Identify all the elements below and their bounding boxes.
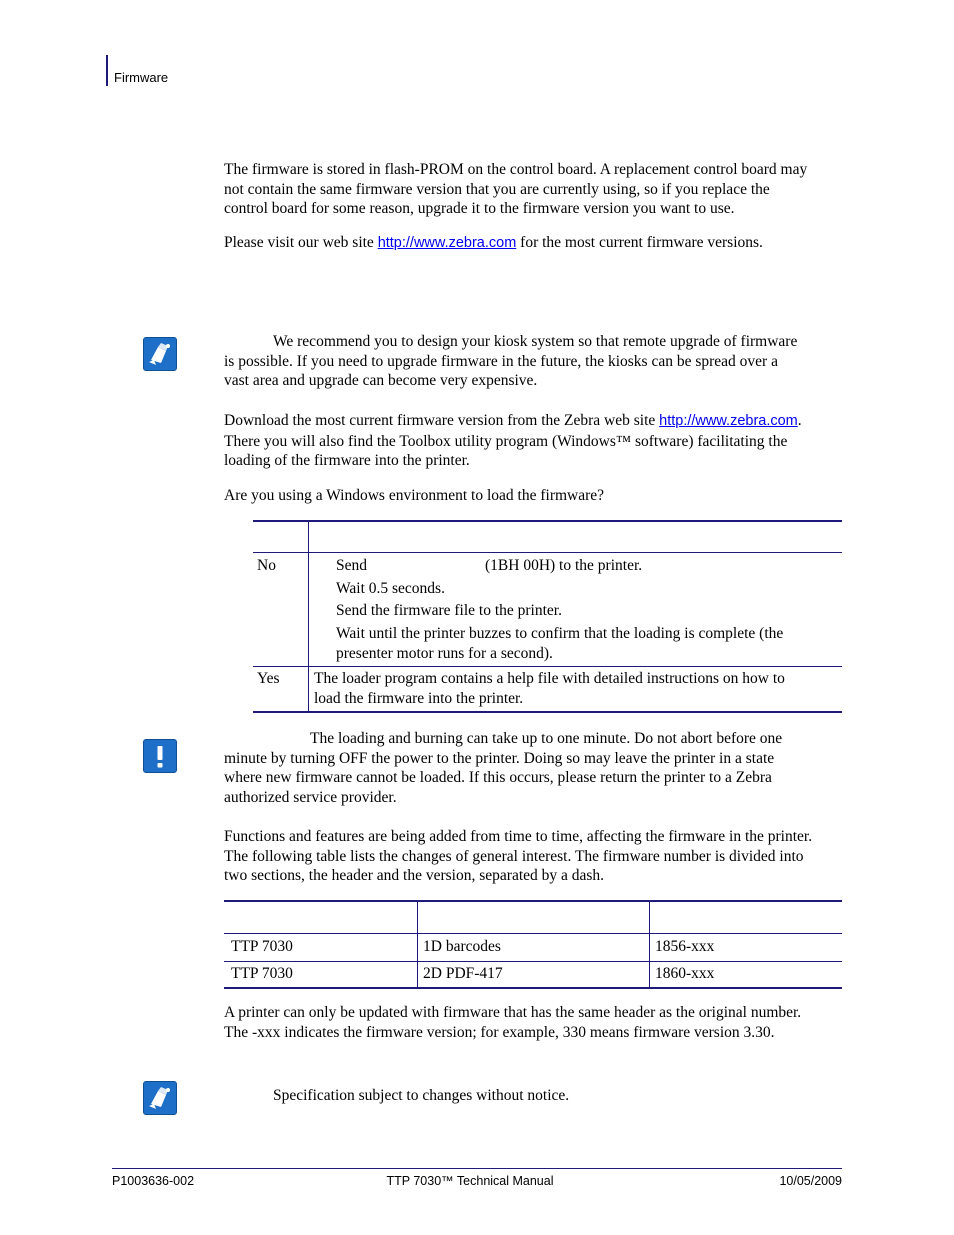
text-line: vast area and upgrade can become very expensive. [224, 372, 538, 390]
text-line: is possible. If you need to upgrade firmware in the future, the kiosks can be spread over a [224, 352, 778, 370]
text-line: The -xxx indicates the firmware version; for example, 330 means firmware version 3.30. [224, 1023, 775, 1041]
text-line: The loading and burning can take up to one minute. Do not abort before one [310, 730, 783, 747]
table-top-rule [253, 520, 842, 522]
text-line: control board for some reason, upgrade it to the firmware version you want to use. [224, 200, 735, 218]
text-segment: . [797, 412, 802, 429]
step-send [336, 556, 642, 576]
text-line: loading of the firmware into the printer. [224, 452, 470, 470]
note-hand-icon [143, 1081, 177, 1115]
table-cell-firmware: 1860-xxx [655, 965, 715, 982]
text-line: Functions and features are being added from time to time, affecting the firmware in the printer. [224, 828, 813, 845]
table-cell-answer: No [257, 557, 276, 574]
website-paragraph [224, 233, 763, 254]
header-version-paragraph [224, 1003, 801, 1042]
table-header-rule [253, 552, 842, 553]
step-wait: Wait 0.5 seconds. [336, 580, 445, 597]
step-wait-buzz [336, 624, 783, 663]
table-cell-printer: TTP 7030 [231, 938, 293, 955]
table-row-rule [224, 961, 842, 962]
table-cell-firmware: 1856-xxx [655, 938, 715, 955]
running-header: Firmware [114, 70, 169, 85]
text-line: load the firmware into the printer. [314, 689, 524, 707]
caution-exclamation-icon [143, 739, 177, 773]
header-accent-bar [106, 55, 108, 86]
text-line: Wait until the printer buzzes to confirm that the loading is complete (the [336, 625, 784, 642]
note-specification: Specification subject to changes without notice. [273, 1087, 570, 1104]
document-number: P1003636-002 [112, 1174, 195, 1188]
text-segment: Download the most current firmware version from the Zebra web site [224, 412, 660, 429]
text-line: where new firmware cannot be loaded. If this occurs, please return the printer to a Zebra [224, 769, 772, 787]
publication-date: 10/05/2009 [779, 1174, 842, 1188]
table-column-divider [649, 902, 650, 988]
table-bottom-rule [253, 711, 842, 713]
text-line: minute by turning OFF the power to the printer. Doing so may leave the printer in a state [224, 749, 775, 767]
download-paragraph [224, 411, 802, 471]
question-text: Are you using a Windows environment to load the firmware? [224, 487, 605, 504]
text-segment: Please visit our web site [224, 234, 378, 251]
note-hand-icon [143, 337, 177, 371]
footer-rule [112, 1168, 842, 1169]
text-line: presenter motor runs for a second). [336, 644, 553, 662]
table-column-divider [417, 902, 418, 988]
table-cell-instructions [314, 669, 785, 708]
text-line: The following table lists the changes of general interest. The firmware number is divided into [224, 847, 804, 865]
intro-paragraph [224, 160, 807, 219]
manual-title: TTP 7030™ Technical Manual [386, 1174, 554, 1188]
text-segment: for the most current firmware versions. [516, 234, 763, 251]
text-line: two sections, the header and the version, separated by a dash. [224, 867, 605, 885]
note-paragraph [224, 332, 797, 391]
table-column-divider [308, 522, 309, 712]
caution-paragraph [224, 729, 782, 807]
table-cell-feature: 1D barcodes [423, 938, 501, 955]
table-top-rule [224, 900, 842, 902]
text-line: There you will also find the Toolbox utility program (Windows™ software) facilitating the [224, 432, 788, 450]
text-line: The loader program contains a help file with detailed instructions on how to [314, 670, 785, 687]
zebra-website-link[interactable]: http://www.zebra.com [659, 413, 798, 429]
text-line: We recommend you to design your kiosk system so that remote upgrade of firmware [273, 333, 798, 350]
text-line: not contain the same firmware version that you are currently using, so if you replace the [224, 180, 770, 198]
table-cell-feature: 2D PDF-417 [423, 965, 503, 982]
table-cell-printer: TTP 7030 [231, 965, 293, 982]
table-bottom-rule [224, 987, 842, 989]
table-header-rule [224, 933, 842, 934]
table-row-rule [253, 666, 842, 667]
functions-paragraph [224, 827, 812, 886]
zebra-website-link[interactable]: http://www.zebra.com [377, 235, 517, 251]
step-send-file: Send the firmware file to the printer. [336, 602, 562, 619]
table-cell-answer: Yes [257, 670, 280, 687]
text-segment: (1BH 00H) to the printer. [485, 557, 643, 574]
text-line: authorized service provider. [224, 788, 397, 806]
text-segment: Send [336, 557, 367, 574]
text-line: A printer can only be updated with firmware that has the same header as the original number. [224, 1004, 802, 1021]
text-line: The firmware is stored in flash-PROM on the control board. A replacement control board may [224, 161, 808, 178]
